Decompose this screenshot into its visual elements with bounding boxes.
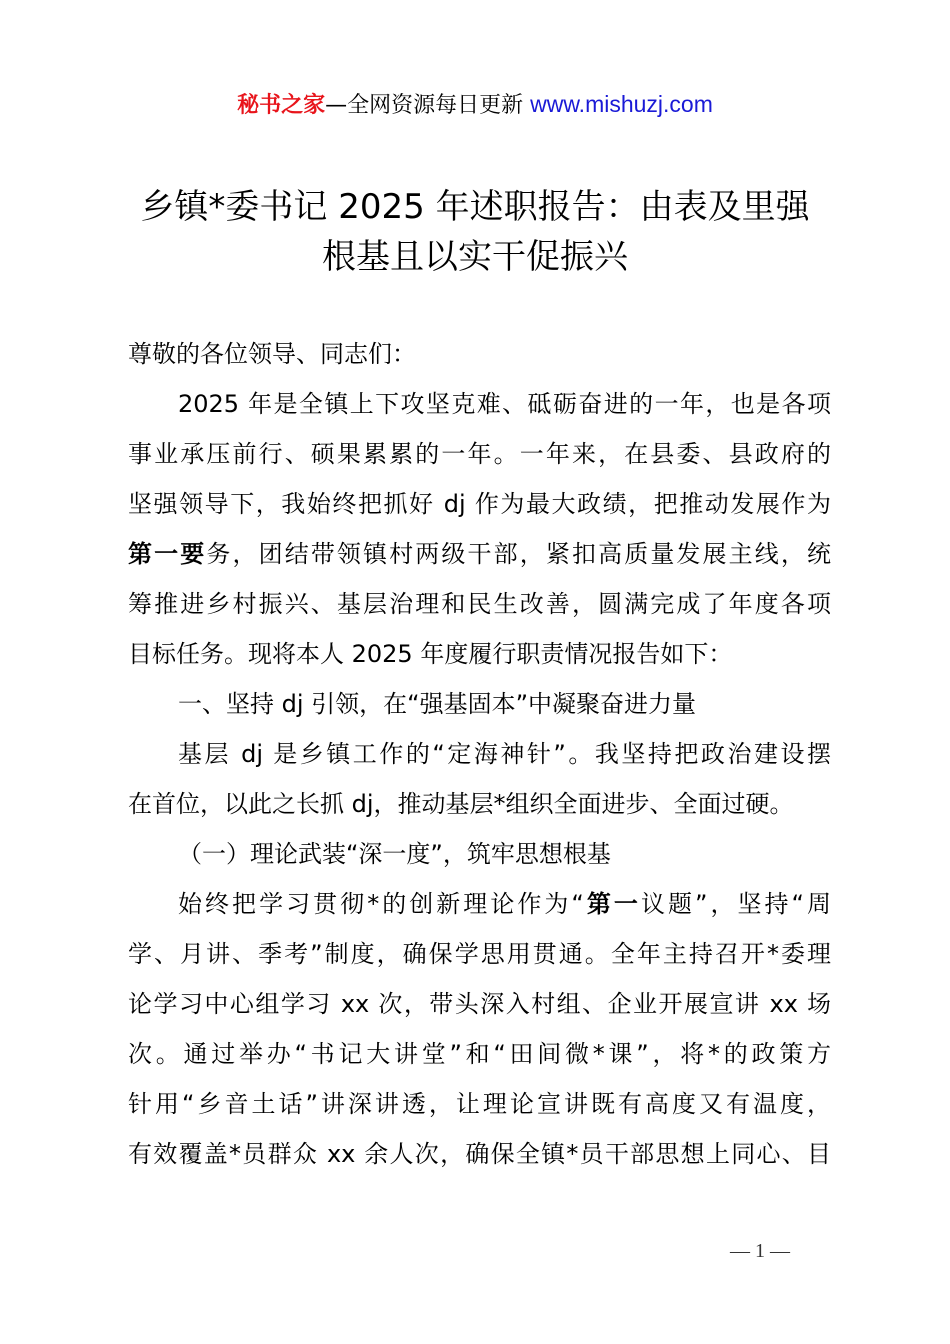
text-span: 务，团结带领镇村两级干部，紧扣高质量发展主线，统 [206,540,832,568]
salutation: 尊敬的各位领导、同志们： [128,340,416,368]
paragraph [128,879,831,1179]
text-line: 有效覆盖*员群众 xx 余人次，确保全镇*员干部思想上同心、目 [128,1140,831,1168]
text-span: 始终把学习贯彻*的创新理论作为“ [178,890,584,918]
brand-name: 秘书之家 [237,93,326,118]
title-line: 根基且以实干促振兴 [322,237,628,277]
site-url-link[interactable]: www.mishuzj.com [530,91,713,117]
slogan: —全网资源每日更新 [325,93,524,118]
page-number: — 1 — [730,1240,790,1262]
section-heading: 一、坚持 dj 引领，在“强基固本”中凝聚奋进力量 [178,690,697,718]
text-line [128,879,831,929]
text-line: 事业承压前行、硕果累累的一年。一年来，在县委、县政府的 [128,440,831,468]
text-line: 在首位，以此之长抓 dj，推动基层*组织全面进步、全面过硬。 [128,790,794,818]
title-line: 乡镇*委书记 2025 年述职报告：由表及里强 [140,187,810,227]
text-span: 议题”，坚持“周 [640,890,832,918]
text-line [128,529,831,579]
text-line: 筹推进乡村振兴、基层治理和民生改善，圆满完成了年度各项 [128,590,831,618]
document-body [128,329,831,1179]
bold-text: 第一要 [128,540,207,568]
text-line: 坚强领导下，我始终把抓好 dj 作为最大政绩，把推动发展作为 [128,490,831,518]
subsection-heading: （一）理论武装“深一度”，筑牢思想根基 [178,840,611,868]
paragraph [128,729,831,829]
text-line: 针用“乡音土话”讲深讲透，让理论宣讲既有高度又有温度， [128,1090,831,1118]
text-line: 目标任务。现将本人 2025 年度履行职责情况报告如下： [128,640,733,668]
text-line: 2025 年是全镇上下攻坚克难、砥砺奋进的一年，也是各项 [178,390,831,418]
text-line: 基层 dj 是乡镇工作的“定海神针”。我坚持把政治建设摆 [178,740,831,768]
bold-text: 第一 [583,890,641,918]
document-title [100,182,850,282]
text-line: 次。通过举办“书记大讲堂”和“田间微*课”，将*的政策方 [128,1040,831,1068]
site-header [0,88,950,122]
paragraph-intro [128,379,831,679]
text-line: 论学习中心组学习 xx 次，带头深入村组、企业开展宣讲 xx 场 [128,990,831,1018]
text-line: 学、月讲、季考”制度，确保学思用贯通。全年主持召开*委理 [128,940,831,968]
